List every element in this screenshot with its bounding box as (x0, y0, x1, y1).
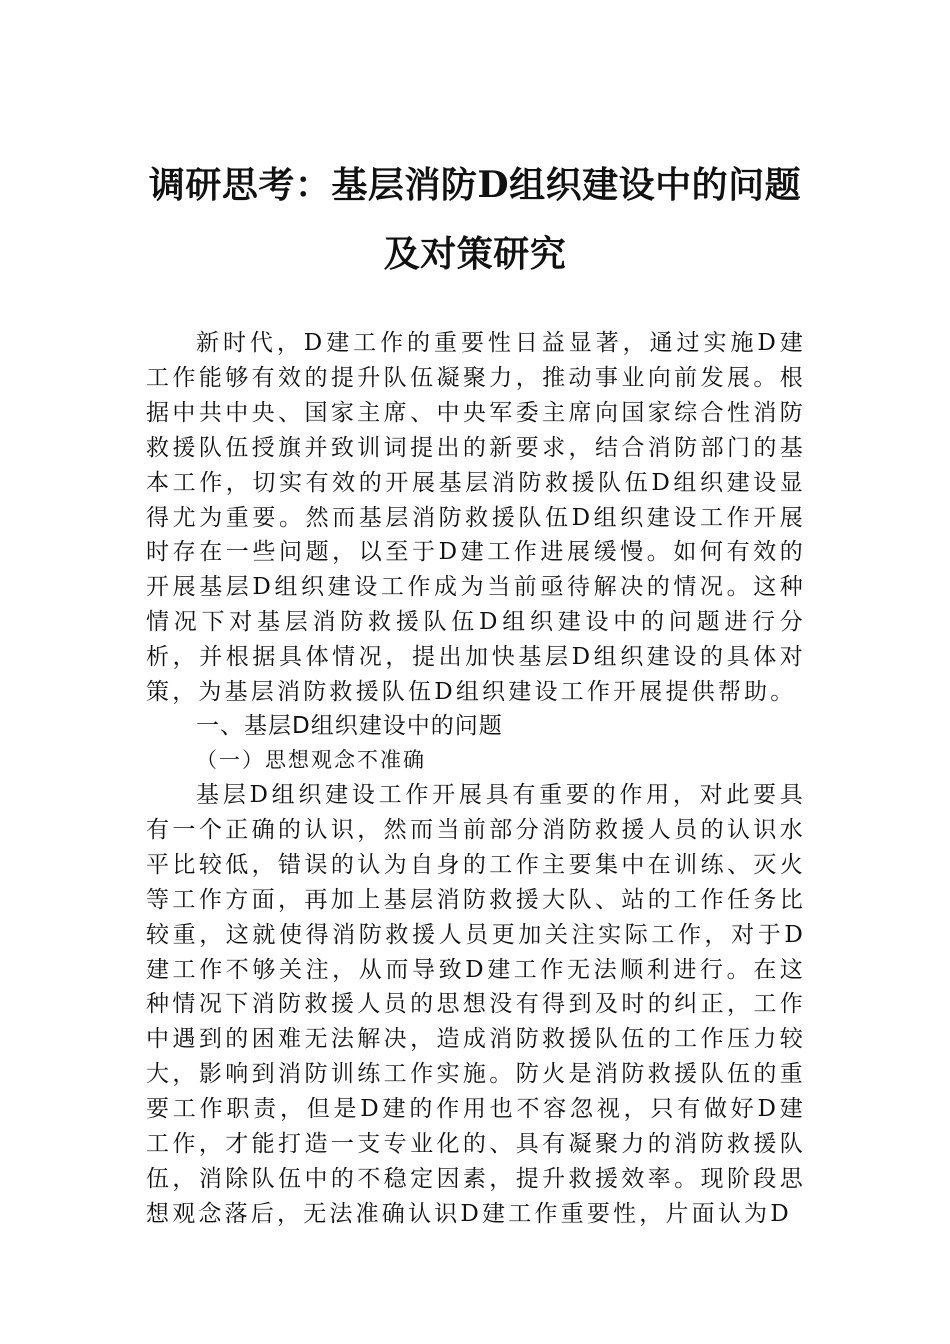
document-title-line-1: 调研思考：基层消防D组织建设中的问题 (148, 164, 802, 206)
section-heading: 一、基层D组织建设中的问题 (196, 713, 503, 739)
document-title-line-2: 及对策研究 (383, 233, 567, 275)
intro-paragraph: 新时代，D建工作的重要性日益显著，通过实施D建工作能够有效的提升队伍凝聚力，推动事业向前发展。根据中共中央、国家主席、中央军委主席向国家综合性消防救援队伍授旗并致训词提出的新要求，结合消防部门的基本工作，切实有效的开展基层消防救援队伍D组织建设显得尤为重要。然而基层消防救援队伍D组织建设工作开展时存在一些问题，以至于D建工作进展缓慢。如何有效的开展基层D组织建设工作成为当前亟待解决的情况。这种情况下对基层消防救援队伍D组织建设中的问题进行分析，并根据具体情况，提出加快基层D组织建设的具体对策，为基层消防救援队伍D组织建设工作开展提供帮助。 (146, 330, 806, 706)
subsection-heading: （一）思想观念不准确 (196, 748, 426, 772)
subsection-paragraph: 基层D组织建设工作开展具有重要的作用，对此要具有一个正确的认识，然而当前部分消防救援人员的认识水平比较低，错误的认为自身的工作主要集中在训练、灭火等工作方面，再加上基层消防救援大队、站的工作任务比较重，这就使得消防救援人员更加关注实际工作，对于D建工作不够关注，从而导致D建工作无法顺利进行。在这种情况下消防救援人员的思想没有得到及时的纠正，工作中遇到的困难无法解决，造成消防救援队伍的工作压力较大，影响到消防训练工作实施。防火是消防救援队伍的重要工作职责，但是D建的作用也不容忽视，只有做好D建工作，才能打造一支专业化的、具有凝聚力的消防救援队伍，消除队伍中的不稳定因素，提升救援效率。现阶段思想观念落后，无法准确认识D建工作重要性，片面认为D (146, 782, 806, 1227)
